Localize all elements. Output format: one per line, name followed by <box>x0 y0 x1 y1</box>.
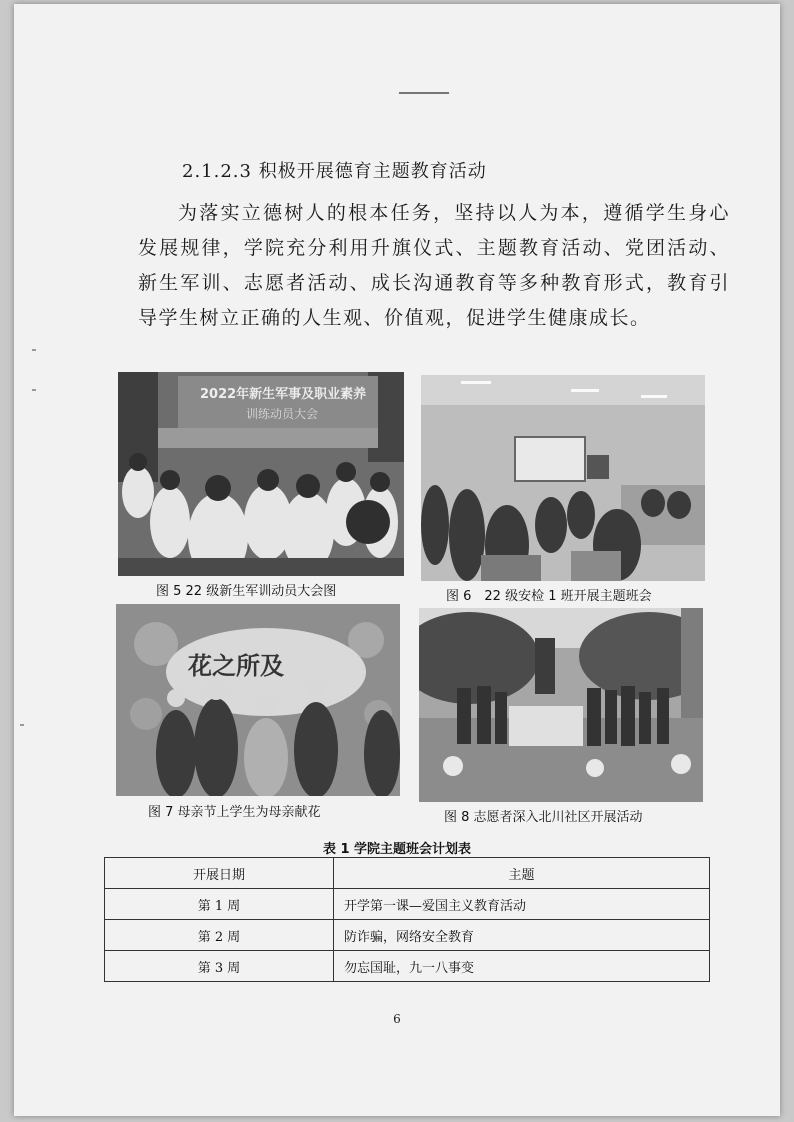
banner-text-2: 训练动员大会 <box>246 407 319 421</box>
photo-volunteers-community <box>419 608 703 802</box>
figure-5-caption: 图 5 22 级新生军训动员大会图 <box>156 584 337 599</box>
table-row <box>105 889 710 920</box>
scan-speck <box>32 389 36 391</box>
table-row <box>105 920 710 951</box>
body-paragraph: 为落实立德树人的根本任务，坚持以人为本，遵循学生身心发展规律，学院充分利用升旗仪式、主题教育活动、党团活动、新生军训、志愿者活动、成长沟通教育等多种教育形式，教育引导学生树立正确的人生观、价值观，促进学生健康成长。 <box>138 202 730 329</box>
scan-speck <box>32 349 36 351</box>
figure-8-caption: 图 8 志愿者深入北川社区开展活动 <box>444 810 643 825</box>
table-row <box>105 951 710 982</box>
table-cell-topic: 防诈骗，网络安全教育 <box>334 920 710 951</box>
table-cell-date: 第 2 周 <box>105 920 334 951</box>
table-cell-date: 第 1 周 <box>105 889 334 920</box>
class-meeting-plan-table <box>104 857 710 982</box>
table-title: 表 1 学院主题班会计划表 <box>322 842 472 857</box>
table-cell-topic: 勿忘国耻，九一八事变 <box>334 951 710 982</box>
section-heading: 2.1.2.3 积极开展德育主题教育活动 <box>182 161 487 182</box>
table-cell-date: 第 3 周 <box>105 951 334 982</box>
photo-mothers-day <box>116 604 400 796</box>
figure-7-caption: 图 7 母亲节上学生为母亲献花 <box>148 805 321 820</box>
table-header-date: 开展日期 <box>105 858 334 889</box>
banner-text: 2022年新生军事及职业素养 <box>200 387 367 402</box>
table-header-topic: 主题 <box>334 858 710 889</box>
photo-class-meeting <box>421 375 705 581</box>
scan-speck <box>20 724 24 726</box>
banner-text: 花之所及 <box>188 652 284 680</box>
photo-military-training-rally <box>118 372 404 576</box>
scan-mark <box>399 92 449 94</box>
table-cell-topic: 开学第一课—爱国主义教育活动 <box>334 889 710 920</box>
table-header-row <box>105 858 710 889</box>
figure-6-caption: 图 6 22 级安检 1 班开展主题班会 <box>446 589 652 604</box>
page-number: 6 <box>393 1012 401 1026</box>
